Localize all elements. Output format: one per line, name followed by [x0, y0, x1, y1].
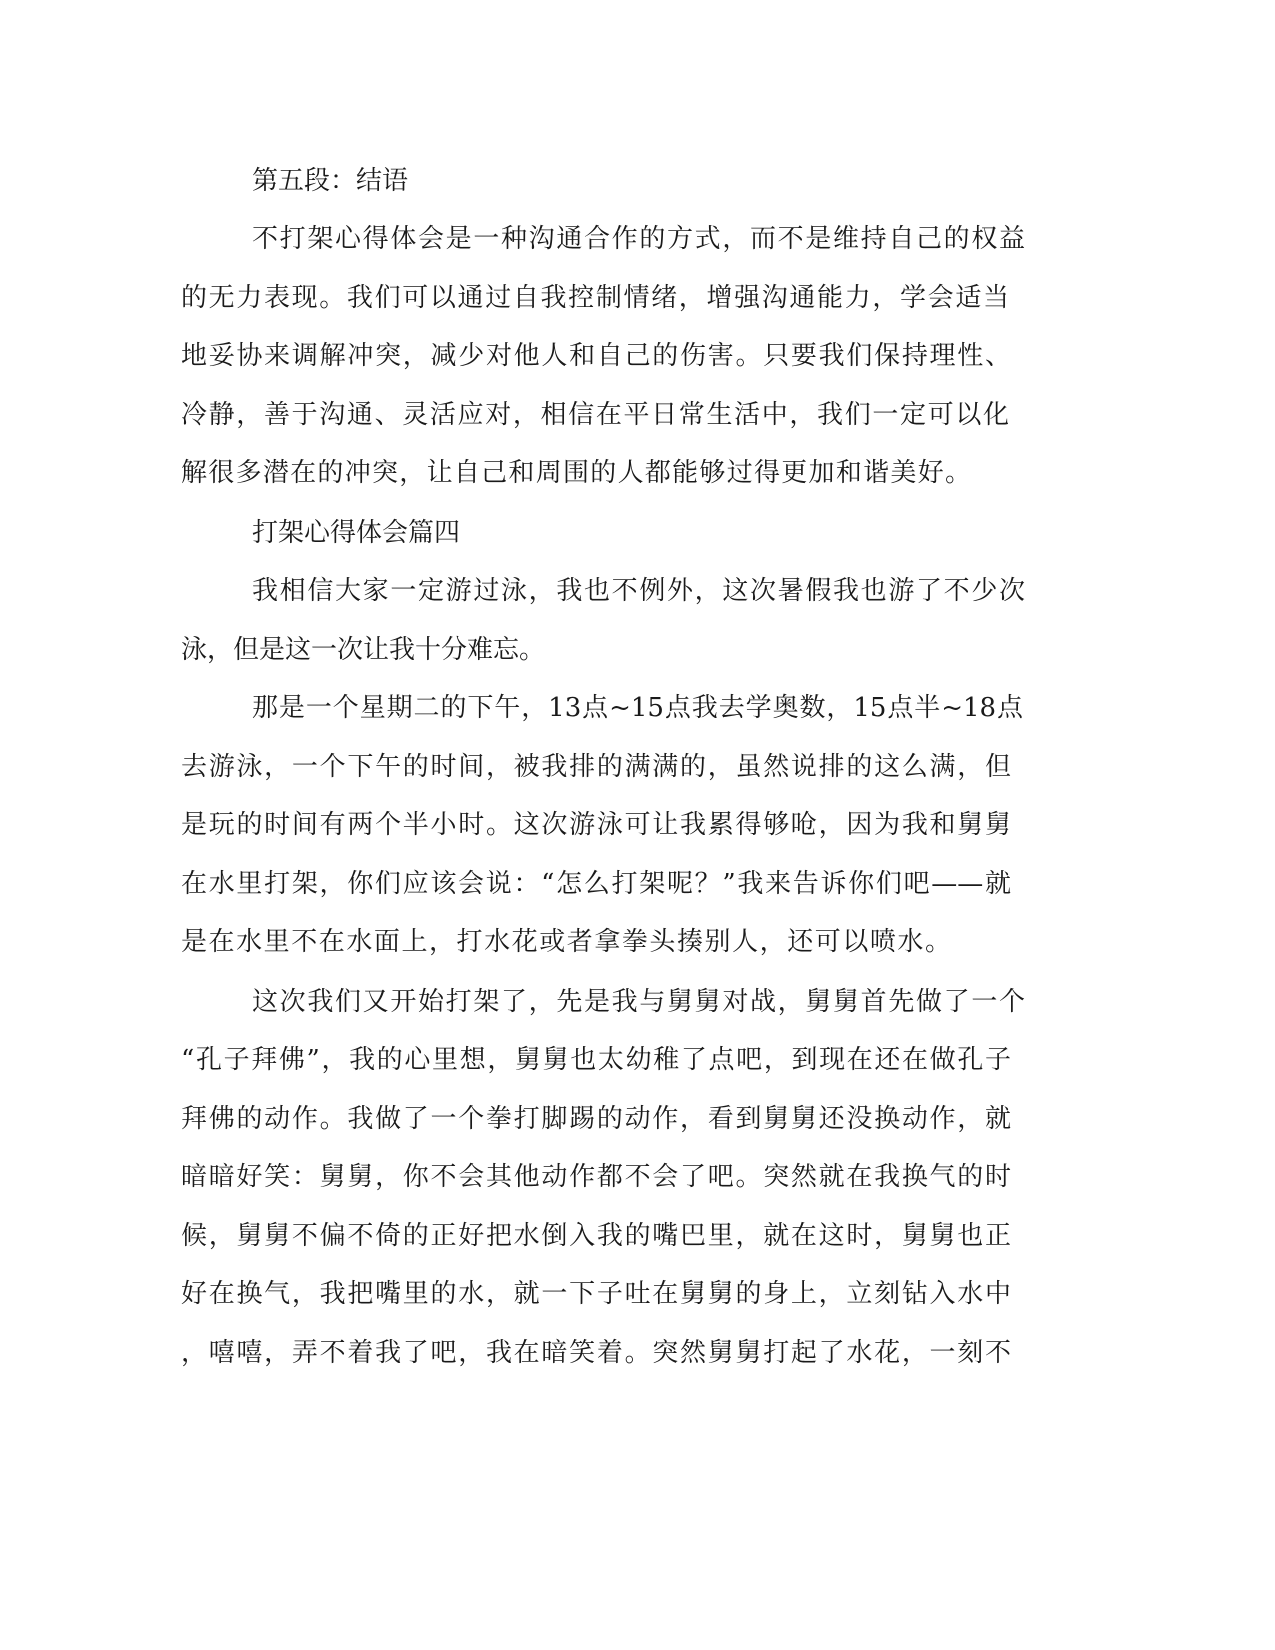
text-line: 泳，但是这一次让我十分难忘。 — [181, 635, 546, 665]
text-line: 不打架心得体会是一种沟通合作的方式，而不是维持自己的权益 — [252, 224, 1025, 254]
text-line: “孔子拜佛”，我的心里想，舅舅也太幼稚了点吧，到现在还在做孔子 — [181, 1045, 1011, 1075]
section-heading: 打架心得体会篇四 — [252, 518, 461, 548]
text-line: ，嘻嘻，弄不着我了吧，我在暗笑着。突然舅舅打起了水花，一刻不 — [181, 1338, 1011, 1368]
text-line: 拜佛的动作。我做了一个拳打脚踢的动作，看到舅舅还没换动作，就 — [181, 1104, 1011, 1134]
text-line: 候，舅舅不偏不倚的正好把水倒入我的嘴巴里，就在这时，舅舅也正 — [181, 1221, 1011, 1251]
text-line: 冷静，善于沟通、灵活应对，相信在平日常生活中，我们一定可以化 — [181, 400, 1009, 430]
text-line: 好在换气，我把嘴里的水，就一下子吐在舅舅的身上，立刻钻入水中 — [181, 1279, 1011, 1309]
text-line: 我相信大家一定游过泳，我也不例外，这次暑假我也游了不少次 — [252, 576, 1025, 606]
section-heading: 第五段：结语 — [252, 166, 409, 196]
text-line: 是玩的时间有两个半小时。这次游泳可让我累得够呛，因为我和舅舅 — [181, 810, 1011, 840]
text-line: 是在水里不在水面上，打水花或者拿拳头揍别人，还可以喷水。 — [181, 927, 951, 957]
text-line: 那是一个星期二的下午，13点~15点我去学奥数，15点半~18点 — [252, 693, 1023, 723]
text-line: 在水里打架，你们应该会说：“怎么打架呢？”我来告诉你们吧——就 — [181, 869, 1011, 899]
text-line: 的无力表现。我们可以通过自我控制情绪，增强沟通能力，学会适当 — [181, 283, 1009, 313]
text-line: 这次我们又开始打架了，先是我与舅舅对战，舅舅首先做了一个 — [252, 987, 1025, 1017]
text-line: 解很多潜在的冲突，让自己和周围的人都能够过得更加和谐美好。 — [181, 458, 971, 488]
text-line: 暗暗好笑：舅舅，你不会其他动作都不会了吧。突然就在我换气的时 — [181, 1162, 1011, 1192]
text-line: 去游泳，一个下午的时间，被我排的满满的，虽然说排的这么满，但 — [181, 752, 1011, 782]
text-line: 地妥协来调解冲突，减少对他人和自己的伤害。只要我们保持理性、 — [181, 341, 1011, 371]
